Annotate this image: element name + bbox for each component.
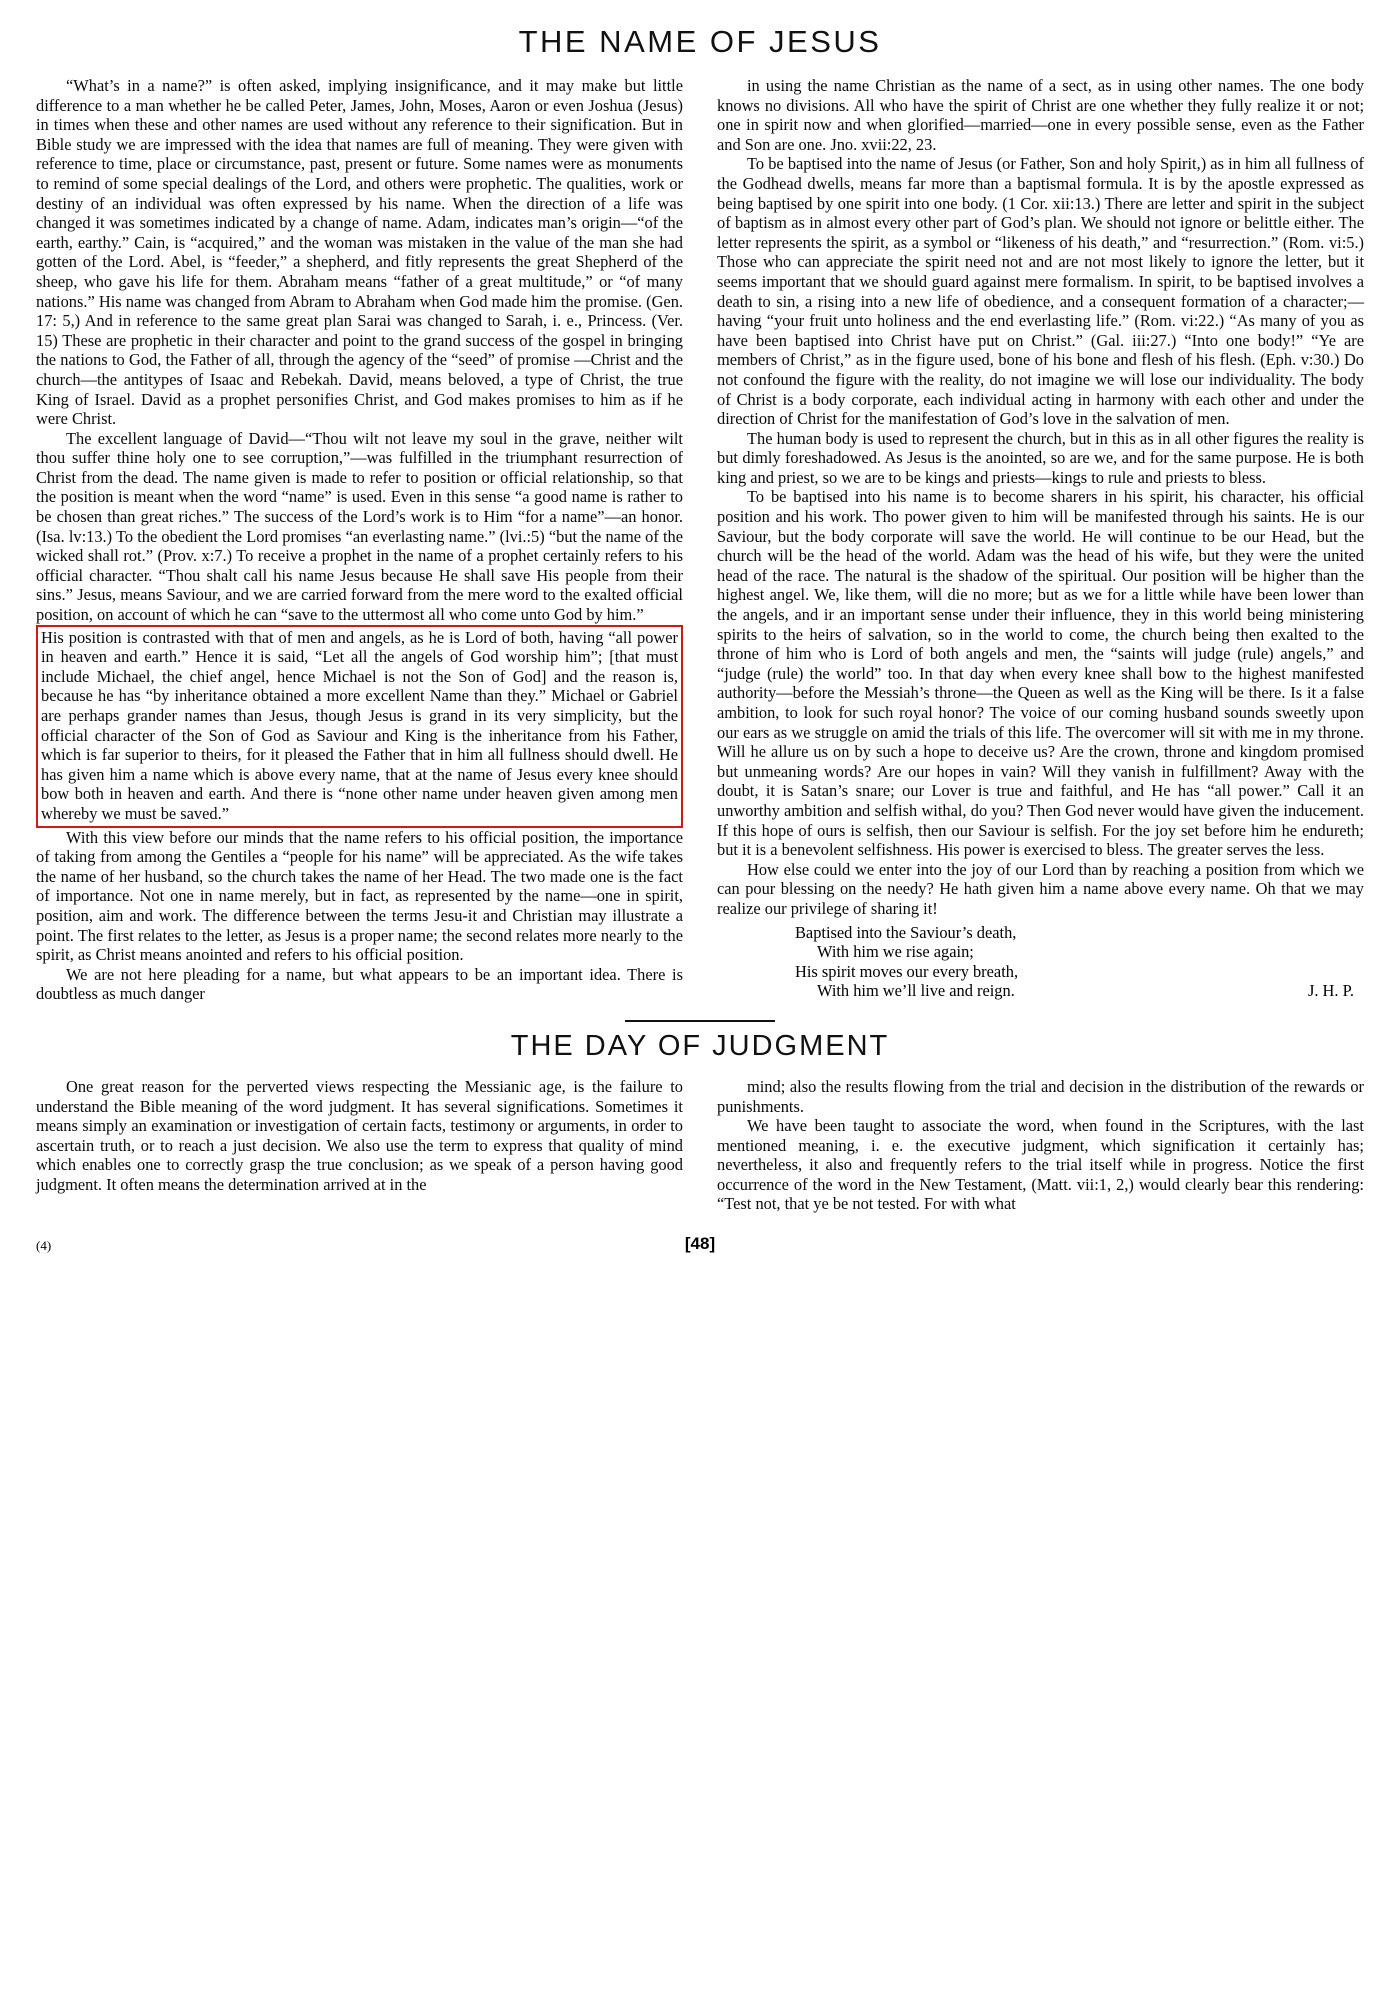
article-day-of-judgment <box>36 1077 1364 1214</box>
poem-line: Baptised into the Saviour’s death, <box>795 922 1017 942</box>
page-footer <box>36 1228 1364 1254</box>
column-left <box>36 1077 683 1195</box>
poem-line <box>717 981 1364 1001</box>
paragraph: We are not here pleading for a name, but what appears to be an important idea. There is doubtless as much danger <box>36 964 683 1004</box>
paragraph: in using the name Christian as the name of a sect, as in using other names. The one body knows no divisions. All who have the spirit of Christ are one whether they fully realize it or not; one in spirit now and when glorified—married—one in every possible sense, even as the Father and Son are one. Jno. xvii:22, 23. <box>717 76 1364 154</box>
column-left <box>36 76 683 1004</box>
poem <box>717 923 1364 1001</box>
author-signature: J. H. P. <box>1307 981 1354 1001</box>
paragraph: To be baptised into the name of Jesus (or Father, Son and holy Spirit,) as in him all fullness of the Godhead dwells, means far more than a baptismal formula. It is by the apostle expressed as being baptised by one spirit into one body. (1 Cor. xii:13.) There are letter and spirit in the subject of baptism as in almost every other part of God’s plan. We should not ignore or belittle either. The letter represents the spirit, as a symbol or “likeness of his death,” and “resurrection.” (Rom. vi:5.) Those who can appreciate the spirit need not and are not most likely to ignore the letter, but it seems important that we should guard against mere formalism. In spirit, to be baptised involves a death to sin, a rising into a new life of obedience, and a consequent formation of a character;—having “your fruit unto holiness and the end everlasting life.” (Rom. vi:22.) “As many of you as have been baptised into Christ have put on Christ.” (Gal. iii:27.) “Into one body!” “Ye are members of Christ,” as in the figure used, bone of his bone and flesh of his flesh. (Eph. v:30.) Do not confound the figure with the reality, do not imagine we will lose our individuality. The body of Christ is a body corporate, each individual acting in harmony with each other and under the direction of Christ for the manifestation of God’s love in the salvation of men. <box>717 154 1364 429</box>
column-right <box>717 1077 1364 1214</box>
paragraph: To be baptised into his name is to become sharers in his spirit, his character, his official position and his work. Tho power given to him will be manifested through his saints. He is our Saviour, but the body corporate will save the world. He will continue to be our Head, but the church will be the head of the world. Adam was the head of his wife, but they were the united head of the race. The natural is the shadow of the spiritual. Our position will be higher than the highest angel. We, like them, will die no more; but as we for a little while have been lower than the angels, and ir an important sense under their influence, they in this world being ministering spirits to the heirs of salvation, so in the world to come, the church being then exalted to the throne of him who is Lord of both angels and men, the “saints will judge (rule) angels,” and “judge (rule) the world” too. In that day when every knee shall bow to the highest manifested authority—before the Messiah’s throne—the Queen as well as the King will be there. Is it a false ambition, to look for such royal honor? The voice of our coming husband sounds sweetly upon our ears as we struggle on amid the trials of this life. The overcomer will sit with me in my throne. Will he allure us on by such a hope to deceive us? Are the crown, throne and kingdom promised but unmeaning words? Are our hopes in vain? Will they vanish in fulfillment? Away with the doubt, it is Satan’s snare; our Lover is true and faithful, and He has “all power.” Call it an unworthy ambition and selfish withal, do you? Then God never would have given the inducement. If this hope of ours is selfish, then our Saviour is selfish. For the joy set before him he endureth; but it is a benevolent selfishness. His power is exercised to bless. The greater serves the less. <box>717 487 1364 860</box>
paragraph: “What’s in a name?” is often asked, implying insignificance, and it may make but little difference to a man whether he be called Peter, James, John, Moses, Aaron or even Joshua (Jesus) in times when these and other names are used without any reference to their signification. But in Bible study we are impressed with the idea that names are full of meaning. They were given with reference to time, place or circumstance, past, present or future. Some names were as monuments to remind of some special dealings of the Lord, and others were prophetic. The qualities, work or destiny of an individual was often expressed by his name. When the direction of a life was changed it was sometimes indicated by a change of name. Adam, indicates man’s origin—“of the earth, earthy.” Cain, is “acquired,” and the woman was mistaken in the value of the man she had gotten of the Lord. Abel, is “feeder,” a shepherd, and fitly represents the great Shepherd of the sheep, who gave his life for them. Abraham means “father of a great multitude,” or “of many nations.” His name was changed from Abram to Abraham when God made him the promise. (Gen. 17: 5,) And in reference to the same great plan Sarai was changed to Sarah, i. e., Princess. (Ver. 15) These are prophetic in their character and point to the grand success of the gospel in bringing the nations to God, the Father of all, through the agency of the “seed” of promise —Christ and the church—the antitypes of Isaac and Rebekah. David, means beloved, a type of Christ, the true King of Israel. David as a prophet personifies Christ, and God makes promises to him as if he were Christ. <box>36 76 683 429</box>
section-title-day-of-judgment: THE DAY OF JUDGMENT <box>510 1029 890 1062</box>
column-right <box>717 76 1364 1001</box>
page-title: THE NAME OF JESUS <box>518 24 882 59</box>
section-divider <box>625 1020 775 1022</box>
highlighted-passage <box>36 625 683 828</box>
article-name-of-jesus <box>36 76 1364 1004</box>
paragraph: The excellent language of David—“Thou wilt not leave my soul in the grave, neither wilt thou suffer thine holy one to see corruption,”—was fulfilled in the triumphant resurrection of Christ from the dead. The name given is made to refer to position or official relationship, so that the position is meant when the word “name” is used. Even in this sense “a good name is rather to be chosen than great riches.” The success of the Lord’s work is to Him “for a name”—an honor. (Isa. lv:13.) To the obedient the Lord promises “an everlasting name.” (lvi.:5) “but the name of the wicked shall rot.” (Prov. x:7.) To receive a prophet in the name of a prophet certainly refers to his official character. “Thou shalt call his name Jesus because He shall save His people from their sins.” Jesus, means Saviour, and we are carried forward from the mere word to the exalted official position, on account of which he can “save to the uttermost all who come unto God by him.” <box>36 428 683 625</box>
poem-line: With him we rise again; <box>817 942 974 962</box>
paragraph: His position is contrasted with that of men and angels, as he is Lord of both, having “all power in heaven and earth.” Hence it is said, “Let all the angels of God worship him”; [that must include Michael, the chief angel, hence Michael is not the Son of God] and the reason is, because he has “by inheritance obtained a more excellent Name than they.” Michael or Gabriel are perhaps grander names than Jesus, though Jesus is grand in its very simplicity, but the official character of the Son of God as Saviour and King is the inheritance from his Father, which is far superior to theirs, for it pleased the Father that in him all fullness should dwell. He has given him a name which is above every name, that at the name of Jesus every knee should bow both in heaven and earth. And there is “none other name under heaven given among men whereby we must be saved.” <box>41 627 678 823</box>
page-number: [48] <box>684 1234 716 1254</box>
paragraph: With this view before our minds that the name refers to his official position, the importance of taking from among the Gentiles a “people for his name” will be appreciated. As the wife takes the name of her husband, so the church takes the name of her Head. The two made one is the fact of importance. Not one in name merely, but in fact, as represented by the name—one in spirit, position, aim and work. The difference between the terms Jesu-it and Christian may illustrate a point. The first relates to the letter, as Jesus is a proper name; the second relates more nearly to the spirit, as Christ means anointed and refers to his official position. <box>36 827 683 965</box>
footnote-marker: (4) <box>36 1238 52 1254</box>
poem-line-text: With him we’ll live and reign. <box>817 981 1015 1001</box>
paragraph: One great reason for the perverted views respecting the Messianic age, is the failure to understand the Bible meaning of the word judgment. It has several significations. Sometimes it means simply an examination or investigation of certain facts, testimony or arguments, in order to ascertain truth, or to reach a just decision. We also use the term to express that quality of mind which enables one to correctly grasp the true conclusion; as we speak of a person having good judgment. It often means the determination arrived at in the <box>36 1076 683 1194</box>
paragraph: The human body is used to represent the church, but in this as in all other figures the reality is but dimly foreshadowed. As Jesus is the anointed, so are we, and for the same purpose. He is both king and priest, so we are to be kings and priests—kings to rule and priests to bless. <box>717 428 1364 487</box>
paragraph: How else could we enter into the joy of our Lord than by reaching a position from which we can pour blessing on the needy? He hath given him a name above every name. Oh that we may realize our privilege of sharing it! <box>717 859 1364 918</box>
poem-line: His spirit moves our every breath, <box>795 961 1019 981</box>
paragraph: We have been taught to associate the word, when found in the Scriptures, with the last mentioned meaning, i. e. the executive judgment, which signification it certainly has; nevertheless, it also and frequently refers to the trial itself while in progress. Notice the first occurrence of the word in the New Testament, (Matt. vii:1, 2,) would clearly bear this rendering: “Test not, that ye be not tested. For with what <box>717 1116 1364 1214</box>
paragraph: mind; also the results flowing from the trial and decision in the distribution of the rewards or punishments. <box>717 1076 1364 1116</box>
